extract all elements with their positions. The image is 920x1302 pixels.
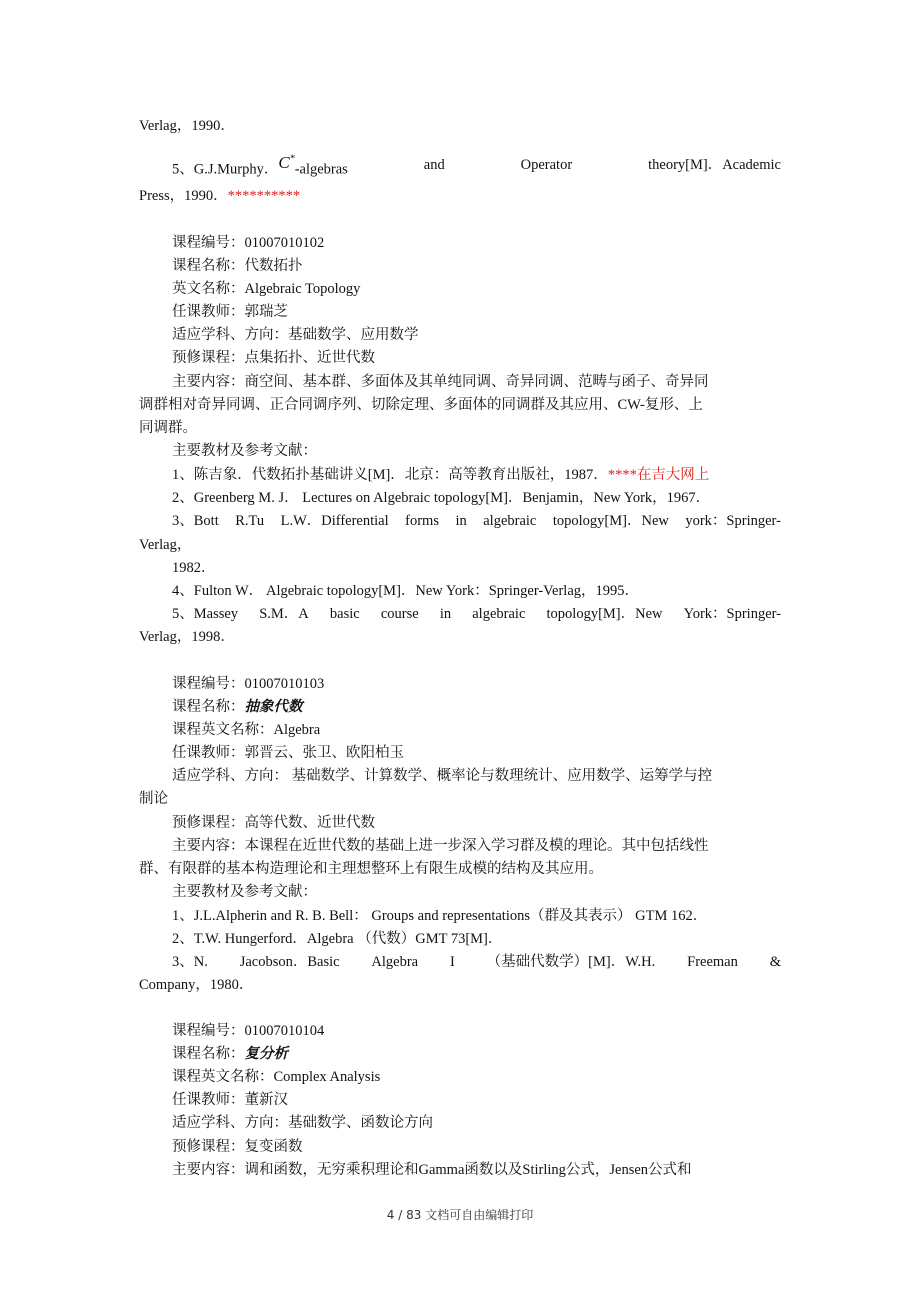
course2-prereq: 预修课程：高等代数、近世代数 <box>172 815 375 831</box>
ref1-mark: ****在吉大网上 <box>607 467 710 483</box>
course3-content-1: 主要内容：调和函数，无穷乘积理论和Gamma函数以及Stirling公式，Jensen公式和 <box>172 1162 692 1178</box>
ref5-head: 5、G.J.Murphy．C*-algebras <box>172 152 348 178</box>
course1-en: 英文名称：Algebraic Topology <box>172 281 361 297</box>
course1-content-3: 同调群。 <box>139 420 197 436</box>
course2-teacher: 任课教师：郭晋云、张卫、欧阳柏玉 <box>172 745 404 761</box>
c-star-symbol: C* <box>278 152 295 172</box>
course1-name: 课程名称：代数拓扑 <box>172 258 303 274</box>
course1-ref5-l2: Verlag，1998． <box>139 629 235 645</box>
course1-refs-title: 主要教材及参考文献： <box>172 443 317 459</box>
course2-name-value: 抽象代数 <box>244 699 303 715</box>
course3-teacher: 任课教师：董新汉 <box>172 1092 288 1108</box>
course1-ref3: 3、Bott R.Tu L.W．Differential forms in algebraic topology[M]．New york：Springer- <box>172 513 781 529</box>
course2-ref2: 2、T.W. Hungerford．Algebra （代数）GMT 73[M]． <box>172 931 503 947</box>
ref5-line2: Press，1990．********** <box>139 188 301 204</box>
course3-code: 课程编号：01007010104 <box>172 1023 325 1039</box>
course2-name: 课程名称：抽象代数 <box>172 699 303 715</box>
ref5-word: Operator <box>520 157 573 173</box>
ref5-word: and <box>423 157 445 173</box>
course1-ref4: 4、Fulton W． Algebraic topology[M]．New York：Springer-Verlag，1995． <box>172 583 640 599</box>
course1-ref2: 2、Greenberg M. J． Lectures on Algebraic topology[M]．Benjamin，New York，1967． <box>172 490 711 506</box>
course2-code: 课程编号：01007010103 <box>172 676 325 692</box>
course1-content-1: 主要内容：商空间、基本群、多面体及其单纯同调、奇异同调、范畴与函子、奇异同 <box>172 374 709 390</box>
course3-en: 课程英文名称：Complex Analysis <box>172 1069 381 1085</box>
ref-continuation: Verlag，1990． <box>139 118 235 134</box>
course3-prereq: 预修课程：复变函数 <box>172 1139 303 1155</box>
course1-teacher: 任课教师：郭瑞芝 <box>172 304 288 320</box>
course2-en: 课程英文名称：Algebra <box>172 722 321 738</box>
course3-field: 适应学科、方向：基础数学、函数论方向 <box>172 1115 433 1131</box>
course2-field-1: 适应学科、方向： 基础数学、计算数学、概率论与数理统计、应用数学、运筹学与控 <box>172 768 713 784</box>
ref5-word: theory[M]．Academic <box>648 157 781 173</box>
course2-ref3-l2: Company，1980． <box>139 977 254 993</box>
ref5-line1 <box>172 152 781 179</box>
course1-ref3-l2: Verlag， <box>139 537 192 553</box>
course1-ref3-l3: 1982． <box>172 560 216 576</box>
course2-refs-title: 主要教材及参考文献： <box>172 884 317 900</box>
course1-code: 课程编号：01007010102 <box>172 235 325 251</box>
course2-content-2: 群、有限群的基本构造理论和主理想整环上有限生成模的结构及其应用。 <box>139 861 603 877</box>
ref5-mark: ********** <box>227 188 301 204</box>
course2-ref3: 3、N. Jacobson．Basic Algebra I （基础代数学）[M]．W.H. Freeman & <box>172 954 781 970</box>
course1-ref5: 5、Massey S.M．A basic course in algebraic topology[M]．New York：Springer- <box>172 606 781 622</box>
course2-content-1: 主要内容：本课程在近世代数的基础上进一步深入学习群及模的理论。其中包括线性 <box>172 838 709 854</box>
course1-prereq: 预修课程：点集拓扑、近世代数 <box>172 350 375 366</box>
course2-ref1: 1、J.L.Alpherin and R. B. Bell： Groups and representations（群及其表示） GTM 162． <box>172 908 708 924</box>
course3-name-value: 复分析 <box>244 1046 288 1062</box>
course1-content-2: 调群相对奇异同调、正合同调序列、切除定理、多面体的同调群及其应用、CW-复形、上 <box>139 397 703 413</box>
course1-ref1: 1、陈吉象．代数拓扑基础讲义[M]．北京：高等教育出版社，1987．****在吉大网上 <box>172 467 710 483</box>
page-footer: 4 / 83 文档可自由编辑打印 <box>386 1208 534 1222</box>
course1-field: 适应学科、方向：基础数学、应用数学 <box>172 327 419 343</box>
course3-name: 课程名称：复分析 <box>172 1046 288 1062</box>
course2-field-2: 制论 <box>139 791 168 807</box>
